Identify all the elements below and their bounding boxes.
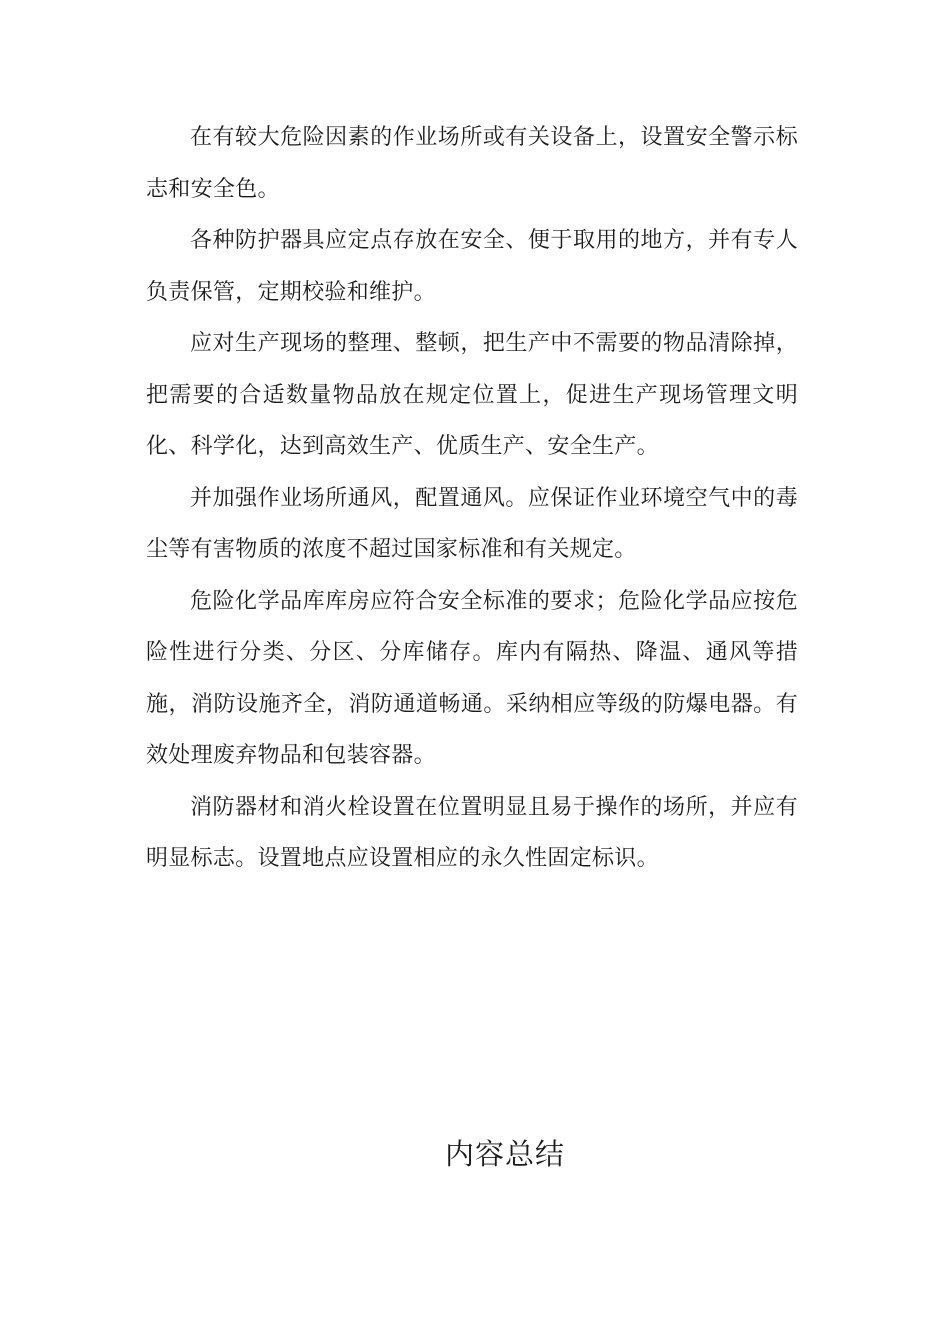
document-body xyxy=(146,112,798,885)
paragraph-ventilation: 并加强作业场所通风，配置通风。应保证作业环境空气中的毒尘等有害物质的浓度不超过国家标准和有关规定。 xyxy=(146,485,798,562)
paragraph-fire-equipment: 消防器材和消火栓设置在位置明显且易于操作的场所，并应有明显标志。设置地点应设置相应的永久性固定标识。 xyxy=(146,794,798,871)
paragraph-site-organization: 应对生产现场的整理、整顿，把生产中不需要的物品清除掉，把需要的合适数量物品放在规定位置上，促进生产现场管理文明化、科学化，达到高效生产、优质生产、安全生产。 xyxy=(146,331,798,459)
paragraph-protective-equipment: 各种防护器具应定点存放在安全、便于取用的地方，并有专人负责保管，定期校验和维护。 xyxy=(146,228,798,305)
paragraph-chemical-storage: 危险化学品库库房应符合安全标准的要求；危险化学品应按危险性进行分类、分区、分库储存。库内有隔热、降温、通风等措施，消防设施齐全，消防通道畅通。采纳相应等级的防爆电器。有效处理废弃物品和包装容器。 xyxy=(146,588,798,768)
summary-heading: 内容总结 xyxy=(444,1137,565,1171)
paragraph-safety-signs: 在有较大危险因素的作业场所或有关设备上，设置安全警示标志和安全色。 xyxy=(146,125,798,202)
